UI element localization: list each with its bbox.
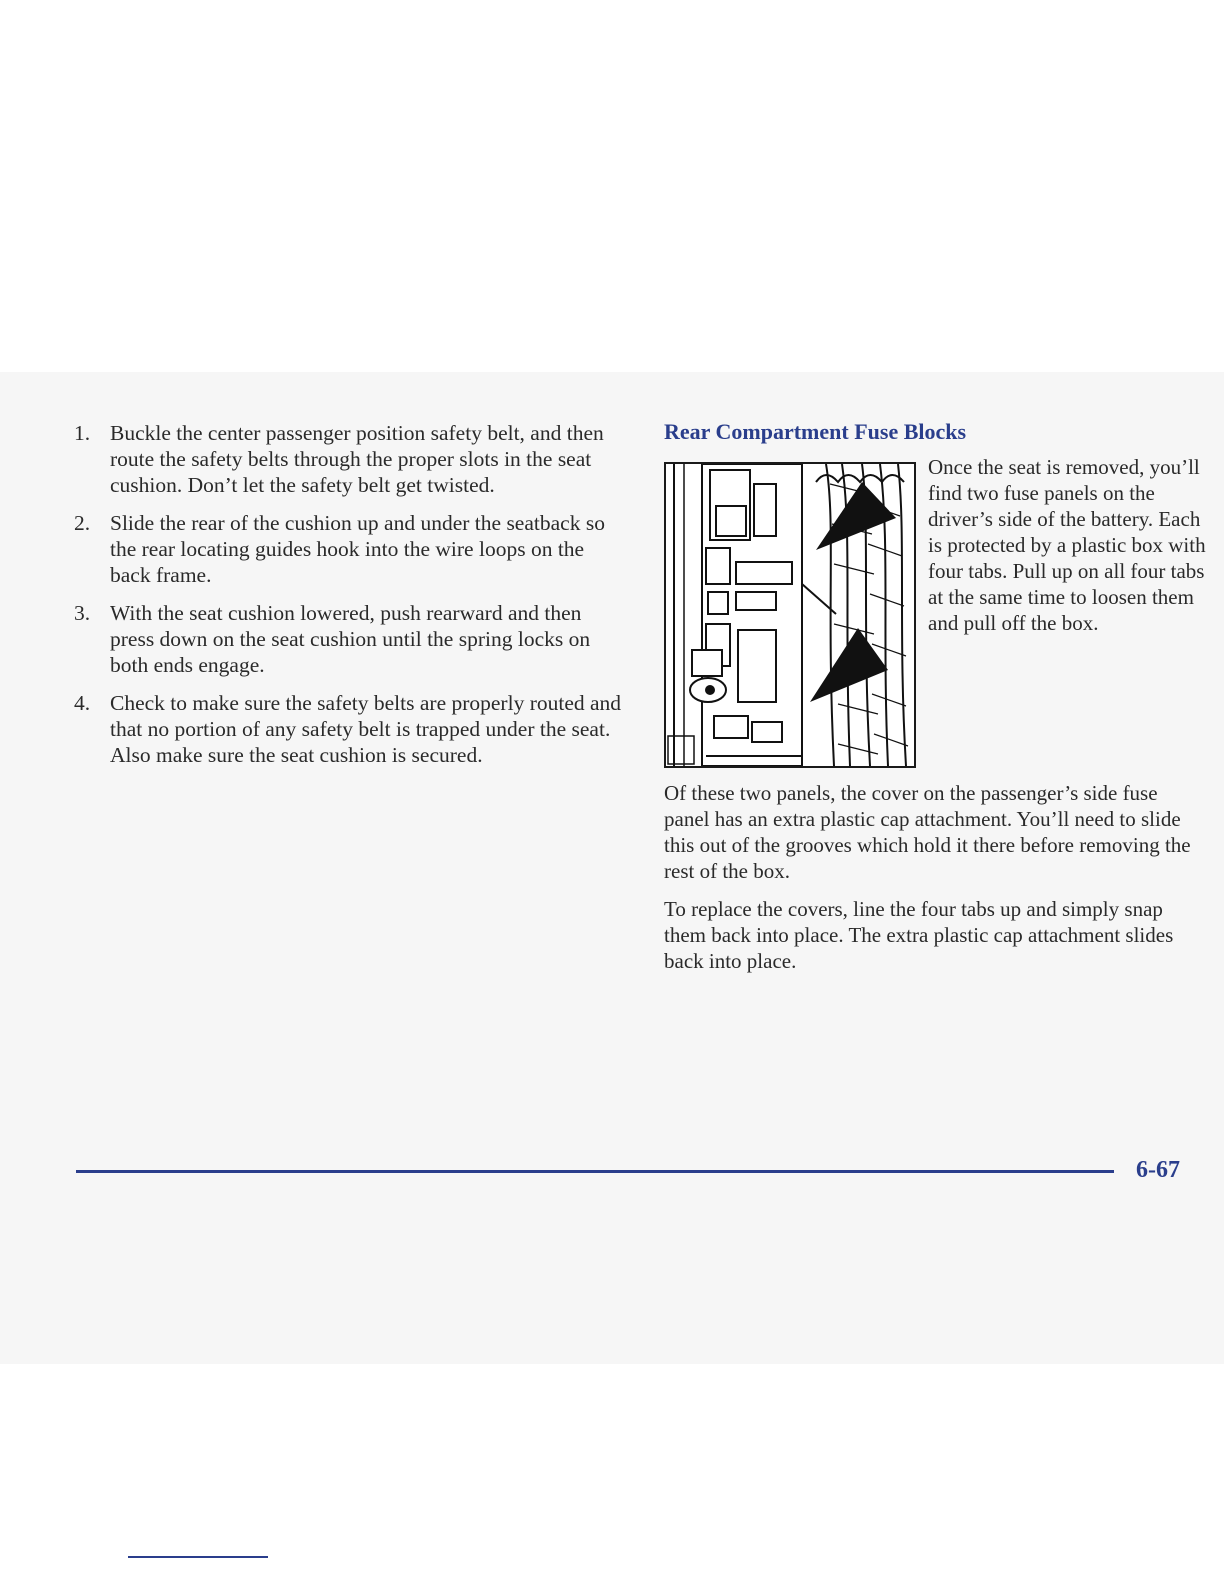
step-text: Check to make sure the safety belts are properly routed and that no portion of any safety belt is trapped under the seat. Also make sure the seat cushion is secured. <box>110 691 622 767</box>
reinstall-steps-list <box>70 420 630 768</box>
list-item <box>70 600 630 678</box>
step-number: 2. <box>74 511 91 535</box>
paragraph-passenger-side: Of these two panels, the cover on the passenger’s side fuse panel has an extra plastic cap attachment. You’ll need to slide this out of the grooves which hold it there before removing the rest of the box. <box>664 781 1191 883</box>
step-text: Buckle the center passenger position safety belt, and then route the safety belts through the proper slots in the seat cushion. Don’t let the safety belt get twisted. <box>110 421 604 497</box>
figure-caption-text: Once the seat is removed, you’ll find two fuse panels on the driver’s side of the battery. Each is protected by a plastic box with four tabs. Pull up on all four tabs at the same time to loosen them and pull off the box. <box>928 455 1206 635</box>
figure-row <box>664 455 1206 780</box>
list-item <box>70 690 630 768</box>
section-title: Rear Compartment Fuse Blocks <box>664 419 967 444</box>
paragraph-replace-covers: To replace the covers, line the four tabs up and simply snap them back into place. The extra plastic cap attachment slides back into place. <box>664 897 1174 973</box>
step-text: With the seat cushion lowered, push rearward and then press down on the seat cushion until the spring locks on both ends engage. <box>110 601 591 677</box>
fuse-block-drawing <box>666 464 914 766</box>
right-column <box>664 418 1204 986</box>
page-divider-rule <box>76 1170 1114 1173</box>
step-number: 3. <box>74 601 91 625</box>
left-column <box>70 420 630 780</box>
footer-rule <box>128 1556 268 1558</box>
step-text: Slide the rear of the cushion up and under the seatback so the rear locating guides hook into the wire loops on the back frame. <box>110 511 605 587</box>
list-item <box>70 510 630 588</box>
step-number: 1. <box>74 421 91 445</box>
page-number: 6-67 <box>1136 1157 1180 1183</box>
step-number: 4. <box>74 691 91 715</box>
list-item <box>70 420 630 498</box>
fuse-block-illustration <box>664 462 916 768</box>
